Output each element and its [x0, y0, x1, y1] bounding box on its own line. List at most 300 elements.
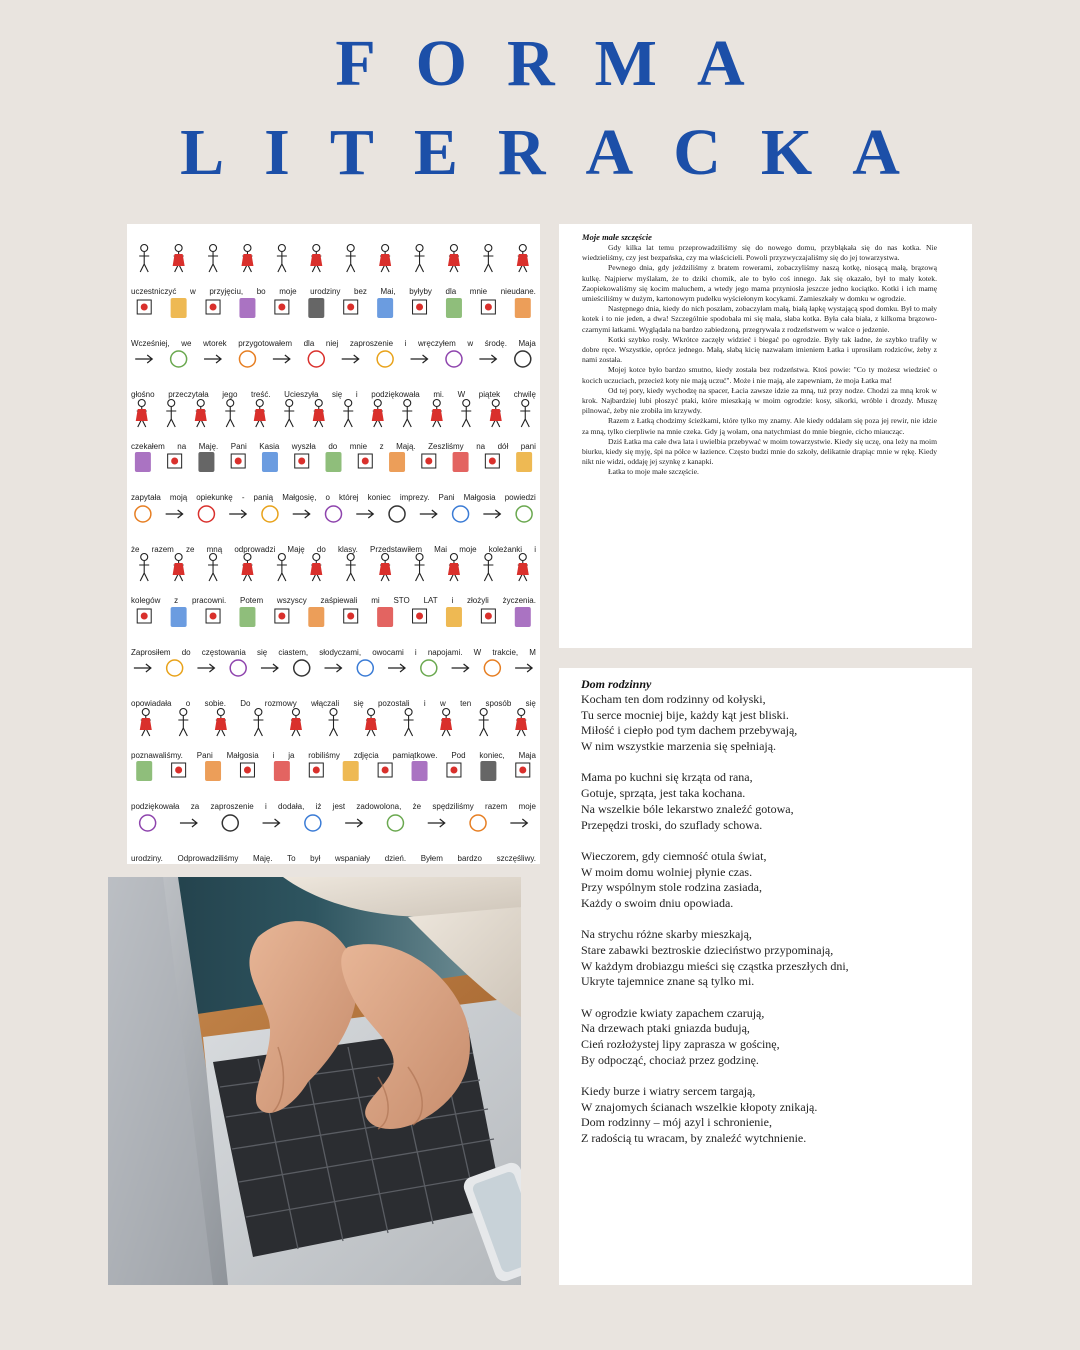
symbol-word: Pod: [451, 750, 466, 760]
story-title: Moje małe szczęście: [582, 232, 652, 242]
symbol-icons-row: [127, 395, 540, 435]
symbol-word: i: [451, 596, 454, 605]
symbol-word: wręczyłem: [417, 338, 456, 348]
story-paragraph: Razem z Łatką chodzimy ścieżkami, które tylko my znamy. Ale kiedy oddalam się poza jej rewir, nie idzie za mną, tylko cierpliwie na mnie czeka. Gdy ją wołam, ona natychmiast do mnie biegnie, cicho miaucząc.: [582, 416, 937, 436]
symbol-word: koniec,: [479, 750, 505, 760]
symbol-word: Pani: [438, 493, 455, 502]
title-line-2: LITERACKA: [180, 116, 940, 189]
symbol-pictogram: [515, 664, 532, 672]
symbol-pictogram: [480, 761, 496, 781]
symbol-pictogram: [261, 664, 278, 672]
symbol-row: [127, 549, 540, 605]
symbol-icons-row: [127, 498, 540, 538]
symbol-word: zaśpiewali: [320, 596, 358, 605]
symbol-icons-row: [127, 292, 540, 332]
story-paragraph: Kotki szybko rosły. Wkrótce zaczęły widzieć i biegać po ogrodzie. Były tak ładne, że szybko trafiły w dobre ręce. Wszystkie, oprócz jednego. Małą, słabą kicię nazwałam imieniem Łatka i uprosiłam rodziców, żeby z nami została.: [582, 334, 937, 365]
symbol-word: do: [328, 441, 338, 451]
symbol-pictogram: [166, 510, 183, 518]
symbol-row: [127, 755, 540, 811]
symbol-word: Zaprosiłem: [131, 647, 171, 657]
symbol-word: szczęśliwy.: [496, 853, 536, 863]
symbol-word: urodziny: [310, 287, 341, 296]
symbol-word: Maję: [287, 544, 305, 554]
symbol-word: Maja: [518, 750, 536, 760]
symbol-word: STO: [393, 596, 410, 605]
symbol-row: [127, 240, 540, 296]
symbol-word: podziękowała: [131, 802, 180, 811]
poem-stanza: [581, 692, 952, 755]
symbol-pictogram: [479, 708, 489, 736]
poem-line: Na wszelkie bóle lekarstwo znaleźć gotowa,: [581, 801, 794, 816]
poem-stanza: [581, 770, 952, 833]
symbol-word: wtorek: [203, 338, 227, 348]
symbol-pictogram: [343, 399, 353, 427]
symbol-pictogram: [517, 554, 529, 582]
symbol-pictogram: [517, 245, 529, 273]
symbol-pictogram: [166, 399, 176, 427]
symbol-word: razem: [485, 802, 508, 811]
symbol-pictogram: [413, 609, 427, 623]
symbol-word: sobie.: [204, 699, 226, 708]
symbol-pictogram: [520, 399, 530, 427]
symbol-pictogram: [446, 607, 462, 627]
story-page: [559, 224, 972, 648]
symbol-pictogram: [135, 506, 151, 522]
symbol-pictogram: [231, 454, 245, 468]
symbol-word: że: [131, 544, 140, 554]
symbol-pictogram: [479, 355, 496, 363]
symbol-pictogram: [137, 609, 151, 623]
symbol-word: byłyby: [409, 287, 432, 296]
symbol-pictogram: [239, 298, 255, 318]
symbol-word: mnie: [469, 287, 488, 296]
symbol-pictogram: [483, 554, 493, 582]
symbol-pictogram: [230, 660, 246, 676]
symbol-word: w: [439, 699, 446, 708]
symbol-word: sposób: [485, 699, 512, 708]
symbol-pictogram: [422, 454, 436, 468]
symbol-word: Maja: [518, 338, 536, 348]
symbol-pictogram: [215, 708, 227, 736]
symbol-word: moje: [459, 544, 477, 554]
symbol-pictogram: [275, 300, 289, 314]
story-paragraph: Pewnego dnia, gdy jeździliśmy z bratem rowerami, zobaczyliśmy naszą kotkę, niosącą małą, brązową kulkę. Najpierw myślałam, że to dziki chomik, ale to było coś innego. Jak się okazało, był to mały kotek. Zaopiekowaliśmy się kocim maluchem, a wtedy jego mama przyniosła jeszcze jedno kociątko. Kotki i ich mamę umieściliśmy w dużym, kartonowym pudełku wyściełonym kocykami. Zamieszkały w domku w ogrodzie.: [582, 263, 937, 304]
symbol-word: środę.: [484, 338, 507, 348]
poem-line: W każdym drobiazgu mieści się cząstka przeszłych dni,: [581, 958, 849, 973]
symbol-pictogram: [310, 554, 322, 582]
symbol-pictogram: [167, 660, 183, 676]
symbol-word: Ucieszyła: [284, 390, 319, 399]
symbol-pictogram: [198, 506, 214, 522]
symbol-word: do: [181, 647, 191, 657]
symbol-word: i: [264, 802, 267, 811]
symbol-pictogram: [254, 399, 266, 427]
symbol-pictogram: [365, 708, 377, 736]
symbol-pictogram: [377, 351, 393, 367]
symbol-word: zdjęcia: [353, 750, 379, 760]
symbol-pictogram: [485, 454, 499, 468]
symbol-pictogram: [239, 607, 255, 627]
symbol-pictogram: [356, 510, 373, 518]
symbol-word: Kasia: [259, 441, 280, 451]
symbol-pictogram: [206, 300, 220, 314]
symbol-word: i: [272, 750, 275, 760]
symbol-word: za: [190, 802, 200, 811]
symbol-word: Pani: [230, 441, 247, 451]
symbol-pictogram: [284, 399, 294, 427]
symbol-pictogram: [308, 298, 324, 318]
poem-body: [581, 692, 952, 1147]
symbol-word: jego: [222, 390, 238, 399]
symbol-icons-row: [127, 807, 540, 847]
symbol-word: urodziny.: [131, 853, 163, 863]
symbol-pictogram: [484, 660, 500, 676]
symbol-word: jest: [332, 802, 346, 811]
symbol-word: robiliśmy: [308, 750, 340, 760]
symbol-pictogram: [273, 355, 290, 363]
symbol-pictogram: [481, 300, 495, 314]
symbol-pictogram: [326, 506, 342, 522]
symbol-pictogram: [411, 355, 428, 363]
story-paragraph: Następnego dnia, kiedy do nich poszłam, zobaczyłam małą, białą łapkę wystającą spod domku. Był to mały kotek i to nie jeden, a dwa! Szczególnie spodobała mi się mała, słaba kotka. Była cała biała, z kilkoma brązowo-czarnymi łatkami. Wyglądała na bardzo zabiedzoną, przegrywała z rodzeństwem w walce o jedzenie.: [582, 304, 937, 334]
poem-line: Na strychu różne skarby mieszkają,: [581, 927, 752, 942]
symbol-pictogram: [274, 761, 290, 781]
symbol-word: się: [353, 699, 364, 708]
symbol-word: zadowolona,: [356, 802, 402, 811]
symbol-pictogram: [346, 245, 356, 273]
symbol-word: imprezy.: [399, 493, 430, 502]
symbol-pictogram: [308, 351, 324, 367]
symbol-pictogram: [305, 815, 321, 831]
symbol-row: [127, 292, 540, 348]
symbol-word: Do: [240, 699, 251, 708]
symbol-word: pozostali: [377, 699, 410, 708]
symbol-word: moje: [279, 287, 297, 296]
symbol-pictogram: [208, 245, 218, 273]
symbol-pictogram: [171, 298, 187, 318]
symbol-pictogram: [277, 245, 287, 273]
symbol-row: [127, 446, 540, 502]
symbol-word: czekałem: [131, 441, 165, 451]
symbol-pictogram: [139, 245, 149, 273]
symbol-pictogram: [136, 399, 148, 427]
symbol-pictogram: [329, 708, 339, 736]
symbol-pictogram: [515, 351, 531, 367]
symbol-word: nieudane.: [500, 287, 536, 296]
symbol-pictogram: [240, 763, 254, 777]
symbol-row: [127, 601, 540, 657]
poem-line: Gotuje, sprząta, jest taka kochana.: [581, 786, 746, 801]
symbol-pictogram: [461, 399, 471, 427]
symbol-word: o: [325, 493, 330, 502]
symbol-word: ten: [460, 699, 472, 708]
symbol-pictogram: [241, 245, 253, 273]
symbol-word: Przedstawiłem: [369, 544, 422, 554]
symbol-word: głośno: [131, 390, 155, 399]
symbol-pictogram: [277, 554, 287, 582]
symbol-word: o: [185, 699, 191, 708]
symbol-word: Mai: [434, 544, 448, 554]
symbol-row: [127, 498, 540, 554]
symbol-word: Odprowadziliśmy: [177, 853, 239, 863]
symbol-pictogram: [140, 708, 152, 736]
symbol-pictogram: [262, 452, 278, 472]
symbol-word: kolegów: [131, 596, 161, 605]
symbol-pictogram: [446, 351, 462, 367]
symbol-word: pamiątkowe.: [392, 750, 438, 760]
symbol-word: bardzo: [457, 853, 482, 863]
symbol-word: iż: [315, 802, 322, 811]
symbol-pictogram: [173, 554, 185, 582]
symbol-word: rozmowy: [264, 699, 297, 708]
symbol-word: trakcie,: [492, 647, 519, 657]
symbol-word: we: [181, 338, 192, 348]
symbol-word: dół: [497, 441, 509, 451]
symbol-word: złożyli: [467, 596, 489, 605]
symbol-pictogram: [310, 245, 322, 273]
symbol-word: zaproszenie: [349, 338, 394, 348]
symbol-word: w: [467, 338, 474, 348]
symbol-pictogram: [447, 763, 461, 777]
symbol-pictogram: [448, 554, 460, 582]
story-paragraph: Mojej kotce było bardzo smutno, kiedy została bez rodzeństwa. Ktoś powie: "Co ty możesz wiedzieć o kocich uczuciach, przecież koty nie mają uczuć". Może i nie mają, ale zapewniam, że moja Łatka ma!: [582, 365, 937, 385]
symbol-word: Mai,: [380, 287, 396, 296]
symbol-row: [127, 652, 540, 708]
symbol-word: LAT: [423, 596, 438, 605]
symbol-icons-row: [127, 240, 540, 280]
symbol-word: mną: [206, 544, 223, 554]
symbol-pictogram: [420, 510, 437, 518]
symbol-pictogram: [431, 399, 443, 427]
symbol-word: ze: [186, 544, 195, 554]
symbol-row: [127, 395, 540, 451]
symbol-word: dla: [445, 287, 457, 296]
symbol-pictogram: [290, 708, 302, 736]
symbol-word: dla: [303, 338, 315, 348]
symbol-word: dodała,: [278, 802, 305, 811]
symbol-word: Zeszliśmy: [428, 441, 464, 451]
poem-line: Przepędzi troski, do szuflady schowa.: [581, 817, 763, 832]
poem-line: By odpocząć, chociaż przez godzinę.: [581, 1052, 759, 1067]
symbol-word: Byłem: [420, 853, 443, 863]
symbol-pictogram: [516, 452, 532, 472]
symbol-icons-row: [127, 755, 540, 795]
symbol-word: Potem: [240, 596, 264, 605]
symbol-pictogram: [470, 815, 486, 831]
symbol-icons-row: [127, 704, 540, 744]
symbol-pictogram: [275, 609, 289, 623]
symbol-word: W: [473, 647, 482, 657]
symbol-pictogram: [135, 452, 151, 472]
symbol-word: mi.: [433, 390, 445, 399]
symbol-word: w: [189, 287, 196, 296]
symbol-word: wspaniały: [335, 853, 371, 863]
symbol-pictogram: [413, 300, 427, 314]
symbol-word: zaproszenie: [210, 802, 254, 811]
symbol-word: Maję.: [198, 441, 219, 451]
symbol-word: pani: [520, 441, 536, 451]
poem-stanza: [581, 1006, 952, 1069]
symbol-pictogram: [346, 554, 356, 582]
symbol-pictogram: [389, 506, 405, 522]
symbol-pictogram: [412, 761, 428, 781]
poem-line: Z radością tu wracam, by znaleźć wytchnienie.: [581, 1131, 807, 1146]
poem-line: Cień rozłożystej lipy zaprasza w gościnę,: [581, 1037, 780, 1052]
symbol-pictogram: [295, 454, 309, 468]
symbol-word: z: [379, 441, 384, 451]
poem-line: Wieczorem, gdy ciemność otula świat,: [581, 848, 767, 863]
symbol-word: na: [177, 441, 187, 451]
symbol-word: że: [412, 802, 422, 811]
symbol-pictogram: [415, 554, 425, 582]
symbol-word: razem: [151, 544, 174, 554]
laptop-photo-illustration: [108, 877, 521, 1285]
symbol-word: wszyscy: [276, 596, 307, 605]
symbol-pictogram: [309, 763, 323, 777]
symbol-pictogram: [204, 355, 221, 363]
title-line-1: FORMA: [335, 27, 785, 100]
symbol-pictogram: [515, 607, 531, 627]
symbol-word: chwilę: [513, 390, 536, 399]
symbol-pictogram: [293, 510, 310, 518]
symbol-pictogram: [440, 708, 452, 736]
symbol-pictogram: [197, 664, 214, 672]
symbol-pictogram: [388, 664, 405, 672]
symbol-word: piątek: [478, 390, 501, 399]
symbol-row: [127, 343, 540, 399]
symbol-word: do: [316, 544, 326, 554]
symbol-word: ciastem,: [278, 647, 309, 657]
symbol-pictogram: [195, 399, 207, 427]
symbol-pictogram: [515, 708, 527, 736]
symbol-pictogram: [294, 660, 310, 676]
symbol-word: której: [339, 493, 359, 502]
poem-line: W nim wszystkie marzenia się spełniają.: [581, 739, 777, 754]
symbol-pictogram: [171, 351, 187, 367]
symbol-pictogram: [448, 245, 460, 273]
symbol-pictogram: [515, 298, 531, 318]
symbol-word: panią: [253, 493, 274, 502]
symbol-pictogram: [379, 554, 391, 582]
laptop-typing-photo: [108, 877, 521, 1285]
symbol-pictogram: [377, 607, 393, 627]
symbol-pictogram: [229, 510, 246, 518]
symbol-pictogram: [134, 664, 151, 672]
poem-line: Miłość i ciepło pod tym dachem przebywają,: [581, 723, 798, 738]
symbol-word: koniec: [367, 493, 391, 502]
symbol-pictogram: [241, 554, 253, 582]
symbol-pictogram: [263, 819, 280, 827]
symbol-word: się: [332, 390, 343, 399]
symbol-pictogram: [404, 708, 414, 736]
symbol-word: mnie: [349, 441, 368, 451]
symbol-word: mi: [371, 596, 380, 605]
symbol-pictogram: [136, 761, 152, 781]
story-paragraph: Dziś Łatka ma całe dwa lata i uwielbia przebywać w moim towarzystwie. Kiedy się uczę, ona leży na moim biurku, kiedy się myję, śpi na półce w łazience. Często budzi mnie do szkoły, delikatnie drapiąc mnie w rękę. Kiedy nikt nie widzi, oddaję jej szynkę z kanapki.: [582, 436, 937, 467]
symbol-pictogram: [135, 355, 152, 363]
symbol-pictogram: [446, 298, 462, 318]
symbol-pictogram: [326, 452, 342, 472]
symbol-word: się: [525, 699, 536, 708]
symbol-icons-row: [127, 652, 540, 692]
symbol-pictogram: [198, 452, 214, 472]
symbol-word: odprowadzi: [234, 544, 276, 554]
symbol-word: powiedzi: [504, 493, 536, 502]
poem-stanza: [581, 849, 952, 912]
symbol-pictogram: [389, 452, 405, 472]
symbol-pictogram: [377, 298, 393, 318]
symbol-pictogram: [483, 245, 493, 273]
symbol-pictogram: [402, 399, 412, 427]
poem-page: [559, 668, 972, 1285]
story-paragraph: Łatka to moje małe szczęście.: [608, 467, 699, 477]
symbol-pictogram: [208, 554, 218, 582]
symbol-icons-row: [127, 343, 540, 383]
symbol-word: życzenia.: [502, 596, 536, 605]
symbol-word: Wcześniej,: [131, 338, 170, 348]
symbol-word: niej: [325, 338, 339, 348]
symbol-pictogram: [239, 351, 255, 367]
symbol-pictogram: [344, 609, 358, 623]
symbol-word: Małgosię,: [282, 493, 317, 502]
symbol-word: Małgosia: [463, 493, 496, 502]
symbol-word: przygotowałem: [238, 338, 293, 348]
symbol-words: [127, 854, 540, 863]
symbol-pictogram: [139, 554, 149, 582]
symbol-word: koleżanki: [488, 544, 523, 554]
symbol-word: częstowania: [201, 647, 246, 657]
symbol-word: przyjęciu,: [209, 287, 244, 296]
symbol-word: i: [414, 647, 417, 657]
story-body: [582, 243, 937, 478]
symbol-word: i: [355, 390, 358, 399]
poem-line: W znajomych ścianach wszelkie kłopoty znikają.: [581, 1099, 818, 1114]
symbol-pictogram: [428, 819, 445, 827]
symbol-word: moje: [518, 802, 536, 811]
symbol-word: spędziliśmy: [432, 802, 474, 811]
symbol-word: na: [476, 441, 486, 451]
symbol-pictogram: [345, 819, 362, 827]
symbol-word: owocami: [372, 647, 404, 657]
symbol-word: i: [534, 544, 536, 554]
symbol-word: z: [174, 596, 179, 605]
symbol-word: wyszła: [291, 441, 316, 451]
symbol-pictogram: [344, 300, 358, 314]
symbol-word: bez: [354, 287, 367, 296]
poem-line: W moim domu wolniej płynie czas.: [581, 864, 753, 879]
symbol-pictogram: [453, 506, 469, 522]
poem-stanza: [581, 927, 952, 990]
symbol-pictogram: [387, 815, 403, 831]
symbol-pictogram: [173, 245, 185, 273]
symbol-pictogram: [342, 355, 359, 363]
symbol-pictogram: [481, 609, 495, 623]
symbol-word: się: [256, 647, 268, 657]
symbol-pictogram: [379, 245, 391, 273]
symbol-word: podziękowała: [371, 390, 420, 399]
symbol-icons-row: [127, 601, 540, 641]
symbol-pictogram: [205, 761, 221, 781]
story-paragraph: Gdy kilka lat temu przeprowadziliśmy się do nowego domu, przybłąkała się do nas kotka. Nie wiedzieliśmy, czy jest bezpańska, czy ma właścicieli. Powoli przyzwyczajaliśmy się do jej towarzystwa.: [582, 243, 937, 263]
symbol-word: i: [404, 338, 407, 348]
symbol-icons-row: [127, 549, 540, 589]
symbol-pictogram: [171, 607, 187, 627]
symbol-pictogram: [483, 510, 500, 518]
symbol-pictogram: [490, 399, 502, 427]
poem-line: Kiedy burze i wiatry sercem targają,: [581, 1084, 756, 1099]
symbol-word: Małgosia: [226, 750, 259, 760]
symbol-pictogram: [358, 454, 372, 468]
